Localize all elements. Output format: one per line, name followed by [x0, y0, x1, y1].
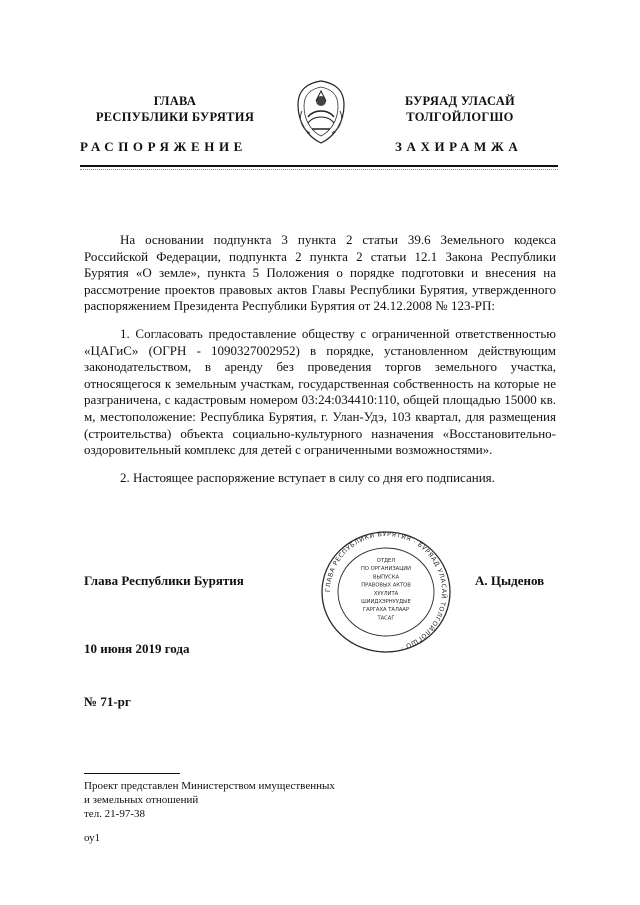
seal-ring-text: ГЛАВА РЕСПУБЛИКИ БУРЯТИЯ · БУРЯАД УЛАСАЙ ТОЛГОЙЛОГШО · — [324, 530, 448, 652]
item-2-paragraph: 2. Настоящее распоряжение вступает в силу со дня его подписания. — [120, 469, 495, 485]
doc-type-left: РАСПОРЯЖЕНИЕ — [80, 139, 247, 154]
seal-center-line: ШИИДХЭРНУУДЫЕ — [361, 599, 411, 605]
doc-type-right: ЗАХИРАМЖА — [395, 139, 523, 154]
header-left-line2: РЕСПУБЛИКИ БУРЯТИЯ — [95, 110, 255, 124]
footer-line-1: Проект представлен Министерством имущественных — [84, 780, 335, 792]
seal-center-line: ПО ОРГАНИЗАЦИИ — [360, 566, 412, 573]
seal-center-text — [361, 558, 411, 621]
preamble-paragraph: На основании подпункта 3 пункта 2 статьи 39.6 Земельного кодекса Российской Федерации, подпункта 2 пункта 2 статьи 12.1 Закона Республики Бурятия «О земле», пункта 5 Положения о порядке подготовки и внесения на рассмотрение проектов правовых актов Главы Республики Бурятия, утвержденного распоряжением Президента Республики Бурятия от 24.12.2008 № 123-РП: — [84, 232, 556, 314]
document-number: № 71-рг — [84, 694, 131, 709]
footer-note — [84, 779, 335, 821]
header-left-line1: ГЛАВА — [153, 94, 197, 108]
signer-title: Глава Республики Бурятия — [84, 573, 244, 588]
header-divider — [80, 165, 558, 167]
footer-line-2: и земельных отношений — [84, 794, 199, 806]
header-divider-dotted — [80, 169, 558, 170]
header-right — [372, 93, 548, 125]
footer-line-3: тел. 21-97-38 — [84, 808, 146, 820]
header-left — [80, 93, 270, 125]
item-1-paragraph: 1. Согласовать предоставление обществу с ограниченной ответственностью «ЦАГиС» (ОГРН - 1090327002952) в порядке, установленном действующим законодательством, в аренду без проведения торгов земельного участка, относящегося к земельным участкам, государственная собственность на которые не разграничена, с кадастровым номером 03:24:034410:110, общей площадью 15000 кв. м, местоположение: Республика Бурятия, г. Улан-Удэ, 103 квартал, для размещения (строительства) объекта социально-культурного назначения «Восстановительно-оздоровительный комплекс для детей с ограниченными возможностями». — [84, 325, 556, 458]
document-code: оу1 — [84, 832, 101, 844]
official-seal-stamp — [312, 528, 460, 656]
seal-center-line: ГАРГАХА ТАЛААР — [362, 607, 410, 614]
seal-center-line: ВЫПУСКА — [372, 574, 400, 581]
coat-of-arms-icon — [294, 79, 348, 145]
seal-center-line: ОТДЕЛ — [376, 558, 396, 564]
header-right-line1: БУРЯАД УЛАСАЙ — [404, 94, 516, 108]
seal-center-line: ПРАВОВЫХ АКТОВ — [361, 582, 411, 589]
footer-divider — [84, 773, 180, 774]
signer-name: А. Цыденов — [475, 573, 545, 588]
header-right-line2: ТОЛГОЙЛОГШО — [406, 110, 514, 124]
seal-center-line: ХУУЛИТА — [373, 590, 399, 597]
seal-center-line: ТАСАГ — [377, 615, 395, 622]
document-body — [84, 232, 556, 497]
document-date: 10 июня 2019 года — [84, 641, 190, 656]
